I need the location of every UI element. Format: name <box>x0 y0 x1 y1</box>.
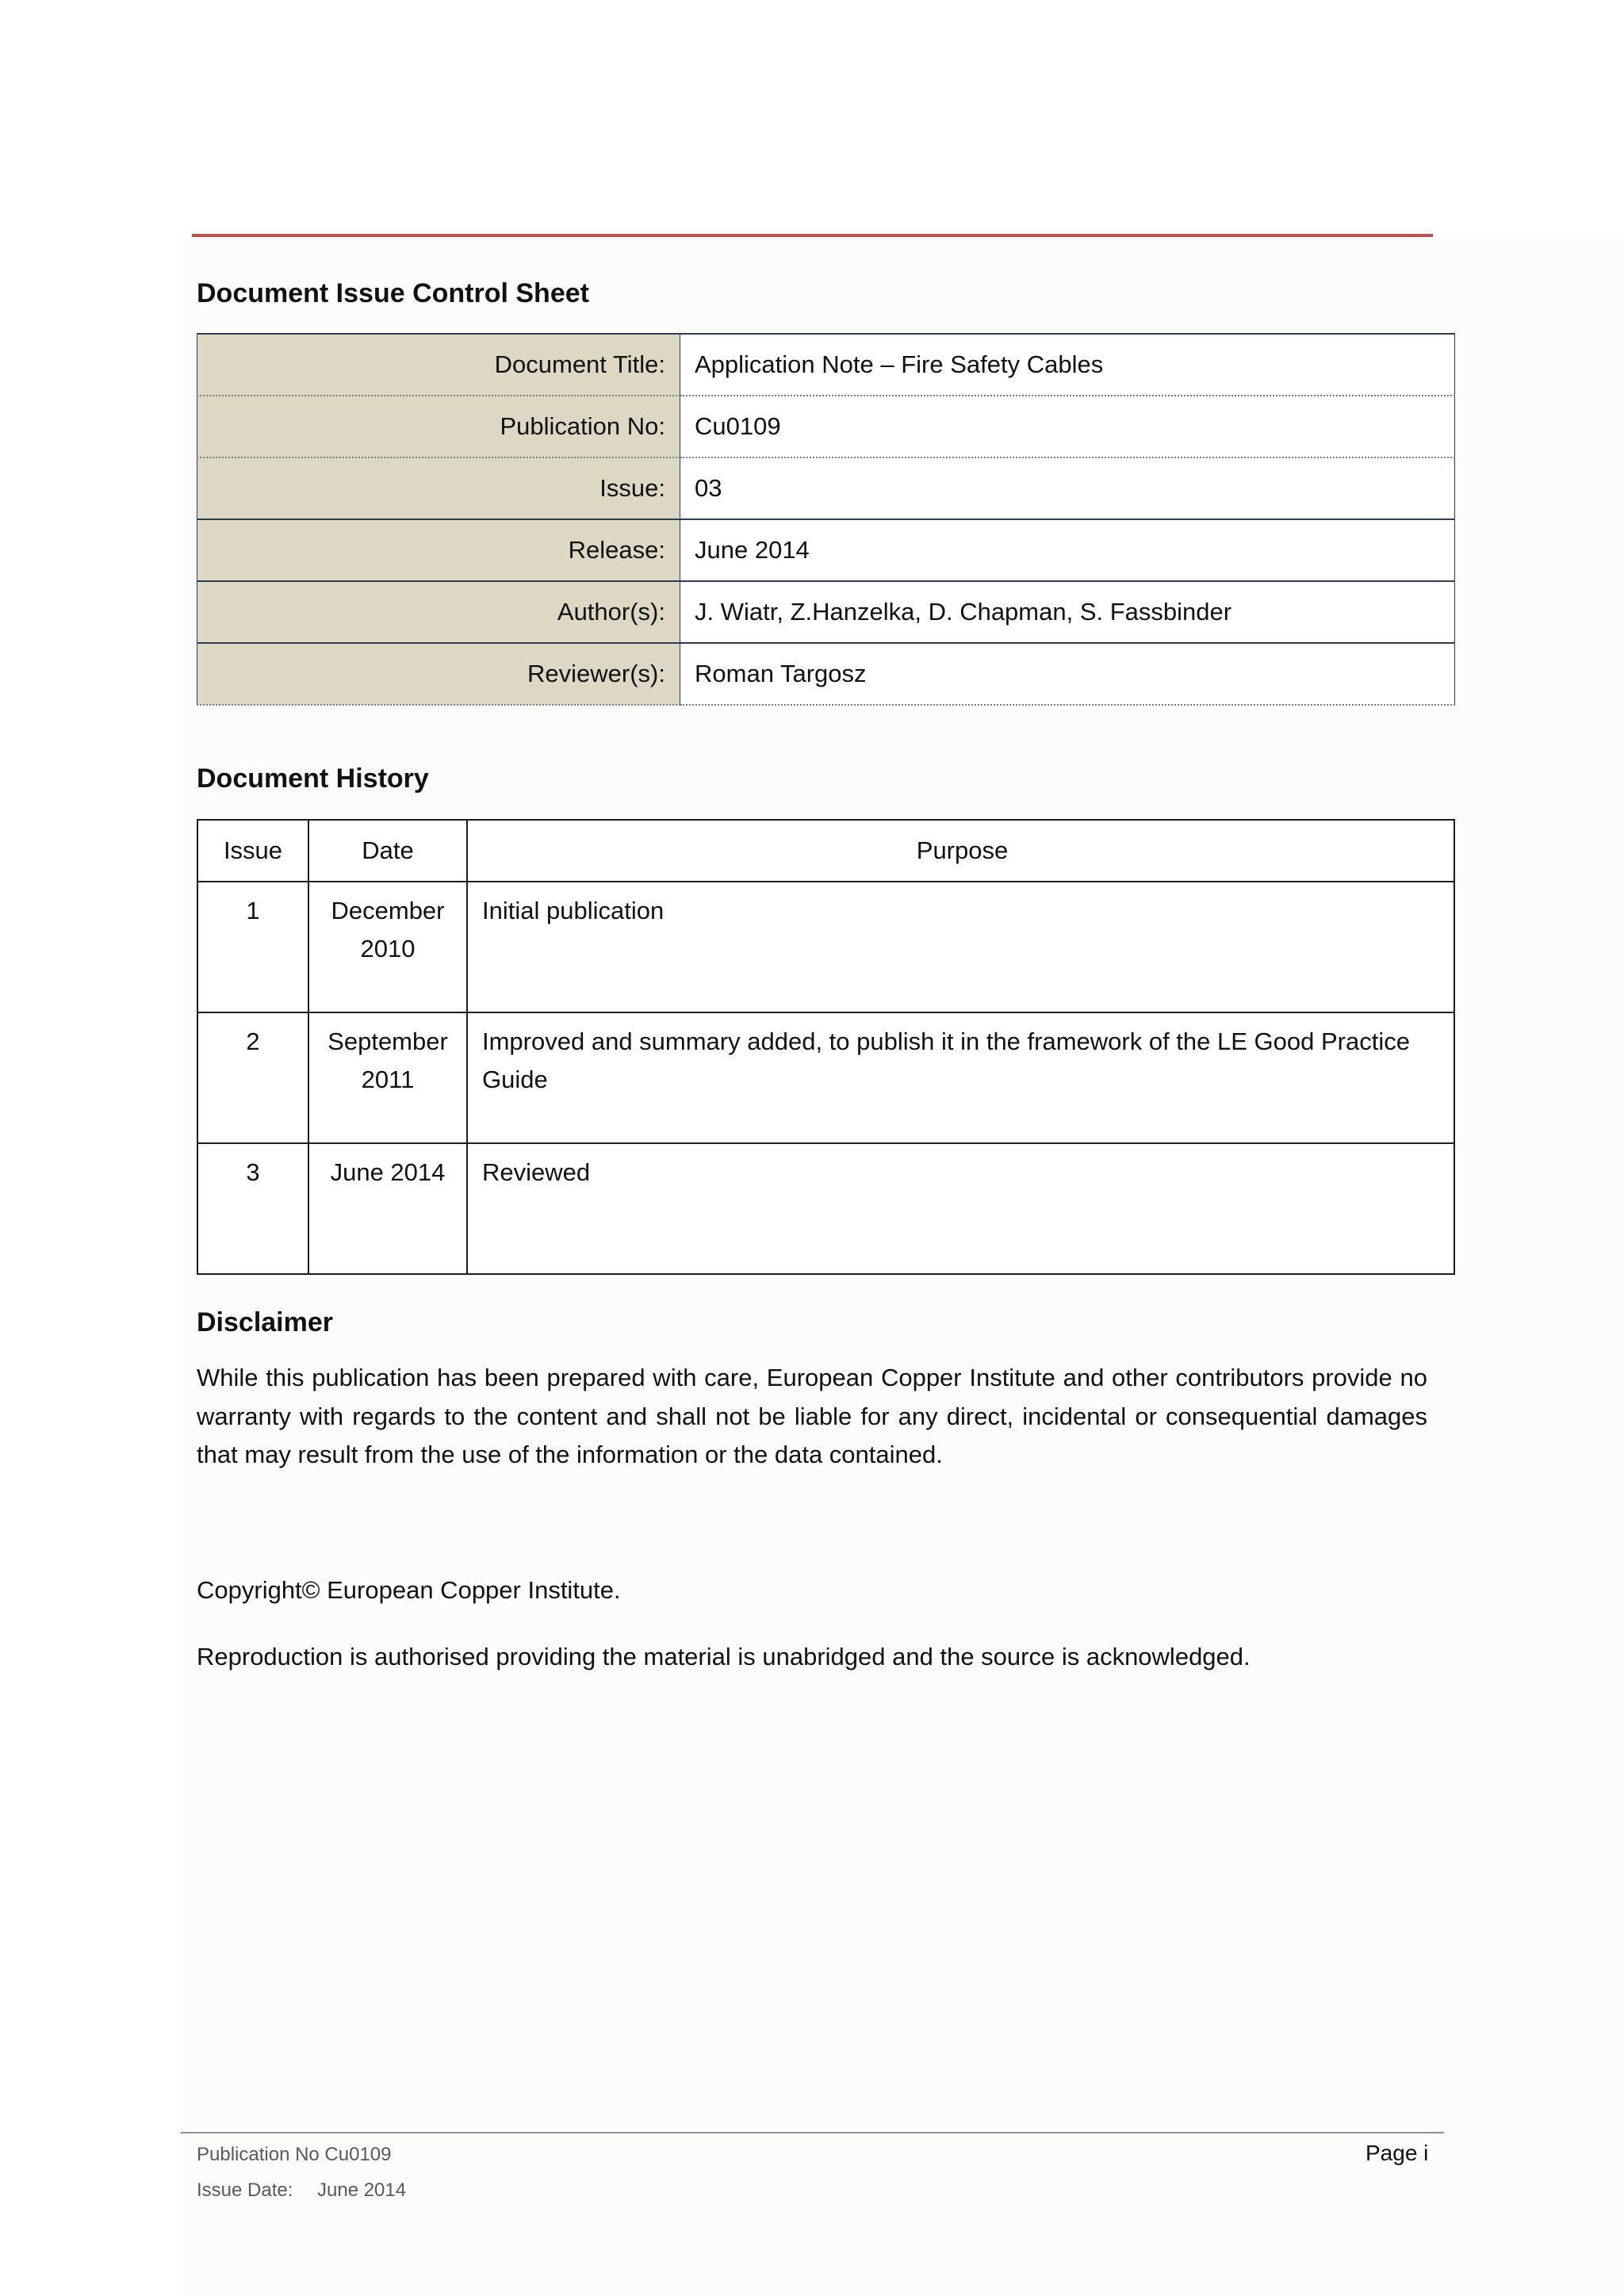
footer-publication: Publication No Cu0109 <box>197 2144 392 2165</box>
history-header-issue: Issue <box>197 820 308 882</box>
history-issue: 3 <box>197 1143 308 1274</box>
control-value-publication: Cu0109 <box>680 396 1455 457</box>
control-value-title: Application Note – Fire Safety Cables <box>680 334 1455 396</box>
history-table <box>197 819 1455 1275</box>
table-row <box>197 1012 1454 1143</box>
footer-issue-date-label: Issue Date: <box>197 2179 293 2201</box>
control-value-release: June 2014 <box>680 519 1455 581</box>
control-value-authors: J. Wiatr, Z.Hanzelka, D. Chapman, S. Fassbinder <box>680 581 1455 643</box>
history-issue: 1 <box>197 882 308 1012</box>
control-sheet-table <box>197 333 1455 706</box>
history-date: June 2014 <box>308 1143 467 1274</box>
control-value-reviewers: Roman Targosz <box>680 643 1455 705</box>
history-issue: 2 <box>197 1012 308 1143</box>
control-label-publication: Publication No: <box>197 396 680 457</box>
history-header-purpose: Purpose <box>467 820 1454 882</box>
reproduction-text: Reproduction is authorised providing the material is unabridged and the source is acknowledged. <box>197 1643 1251 1670</box>
table-row <box>197 882 1454 1012</box>
page-number: Page i <box>1365 2141 1429 2165</box>
footer-issue-date-value: June 2014 <box>317 2179 407 2201</box>
header-rule <box>192 234 1433 237</box>
history-header-date: Date <box>308 820 467 882</box>
history-purpose: Initial publication <box>467 882 1454 1012</box>
history-date: December 2010 <box>308 882 467 1012</box>
history-purpose: Improved and summary added, to publish it in the framework of the LE Good Practice Guide <box>467 1012 1454 1143</box>
disclaimer-text: While this publication has been prepared with care, European Copper Institute and other contributors provide no warranty with regards to the content and shall not be liable for any direct, incidental or consequential damages that may result from the use of the information or the data contained. <box>197 1364 1427 1468</box>
table-row <box>197 1143 1454 1274</box>
disclaimer-heading: Disclaimer <box>197 1307 333 1337</box>
control-label-title: Document Title: <box>197 334 680 396</box>
control-value-issue: 03 <box>680 457 1455 519</box>
history-heading: Document History <box>197 763 429 794</box>
control-label-issue: Issue: <box>197 457 680 519</box>
history-date: September 2011 <box>308 1012 467 1143</box>
control-label-release: Release: <box>197 519 680 581</box>
history-purpose: Reviewed <box>467 1143 1454 1274</box>
copyright-text: Copyright© European Copper Institute. <box>197 1576 621 1604</box>
control-sheet-heading: Document Issue Control Sheet <box>197 278 589 308</box>
control-label-authors: Author(s): <box>197 581 680 643</box>
control-label-reviewers: Reviewer(s): <box>197 643 680 705</box>
footer-rule <box>181 2132 1444 2133</box>
